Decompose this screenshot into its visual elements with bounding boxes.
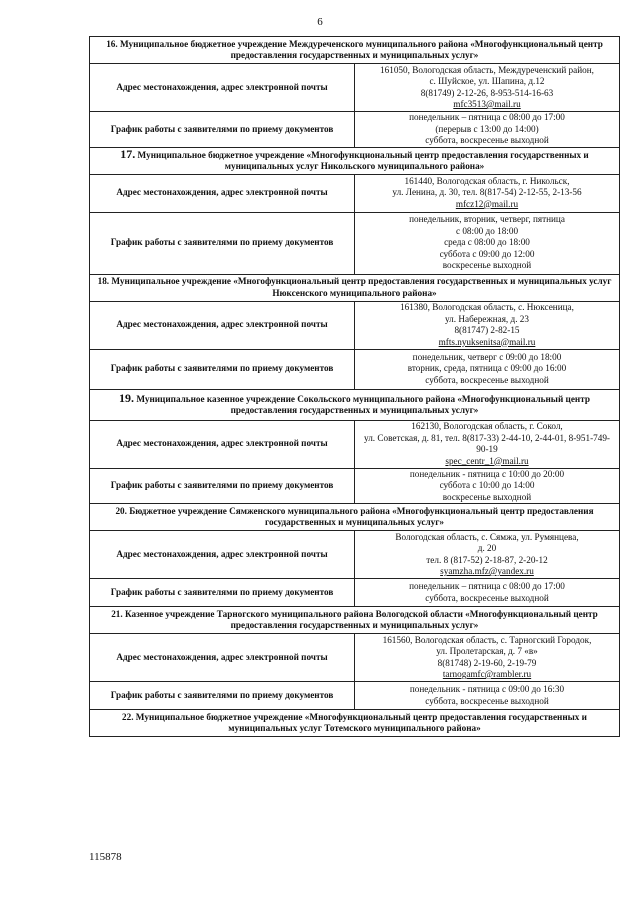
footer-code: 115878 — [89, 851, 122, 863]
email-link[interactable]: mfts.nyuksenitsa@mail.ru — [438, 336, 536, 347]
section-title: Бюджетное учреждение Сямженского муниципального района «Многофункциональный центр предоставления государственных и муниципальных услуг» — [129, 505, 594, 527]
address-line: ул. Набережная, д. 23 — [444, 313, 529, 324]
page-number: 6 — [317, 16, 323, 28]
address-line: ул. Советская, д. 81, тел. 8(817-33) 2-44-10, 2-44-01, 8-951-749-90-19 — [364, 432, 610, 454]
address-label: Адрес местонахождения, адрес электронной почты — [90, 420, 355, 468]
section-title: Муниципальное учреждение «Многофункциональный центр предоставления государственных и муниципальных услуг Нюксенского муниципального района» — [111, 276, 612, 298]
schedule-line: понедельник – пятница с 08:00 до 17:00 — [409, 112, 565, 122]
schedule-value — [355, 112, 620, 148]
schedule-line: понедельник, четверг с 09:00 до 18:00 — [412, 351, 562, 362]
schedule-value — [355, 212, 620, 274]
section-number: 17. — [120, 146, 136, 161]
section-number: 16. — [106, 38, 118, 49]
address-value — [355, 531, 620, 579]
section-header — [90, 274, 620, 301]
schedule-line: (перерыв с 13:00 до 14:00) — [435, 123, 539, 134]
schedule-line: вторник, среда, пятница с 09:00 до 16:00 — [407, 363, 567, 374]
address-label: Адрес местонахождения, адрес электронной почты — [90, 634, 355, 682]
section-number: 19. — [119, 390, 135, 405]
address-line: ул. Ленина, д. 30, тел. 8(817-54) 2-12-55, 2-13-56 — [392, 187, 582, 198]
section-header — [90, 37, 620, 64]
schedule-label: График работы с заявителями по приему документов — [90, 212, 355, 274]
section-number: 21. — [111, 608, 123, 619]
schedule-value — [355, 682, 620, 710]
schedule-line: понедельник, вторник, четверг, пятница — [409, 214, 565, 225]
schedule-label: График работы с заявителями по приему документов — [90, 468, 355, 504]
address-line: 8(81748) 2-19-60, 2-19-79 — [437, 657, 537, 668]
email-link[interactable]: mfcz12@mail.ru — [455, 198, 519, 209]
section-title: Муниципальное бюджетное учреждение «Многофункциональный центр предоставления государственных и муниципальных услуг Никольского муниципального района» — [137, 149, 589, 171]
section-number: 20. — [115, 505, 127, 516]
section-title: Муниципальное казенное учреждение Сокольского муниципального района «Многофункциональный центр предоставления государственных и муниципальных услуг» — [136, 393, 590, 415]
schedule-line: суббота, воскресенье выходной — [425, 135, 549, 145]
address-line: 8(81747) 2-82-15 — [454, 325, 520, 335]
schedule-line: среда с 08:00 до 18:00 — [444, 237, 530, 248]
section-title: Казенное учреждение Тарногского муниципального района Вологодской области «Многофункциональный центр предоставления государственных и муниципальных услуг» — [124, 608, 598, 630]
email-link[interactable]: mfc3513@mail.ru — [453, 99, 521, 109]
schedule-line: суббота, воскресенье выходной — [425, 592, 549, 603]
address-line: 8(81749) 2-12-26, 8-953-514-16-63 — [420, 87, 554, 98]
address-label: Адрес местонахождения, адрес электронной почты — [90, 174, 355, 212]
schedule-line: суббота с 10:00 до 14:00 — [439, 480, 535, 490]
schedule-line: воскресенье выходной — [442, 260, 532, 271]
schedule-label: График работы с заявителями по приему документов — [90, 579, 355, 607]
section-header — [90, 504, 620, 531]
schedule-value — [355, 349, 620, 389]
section-number: 22. — [122, 711, 134, 722]
mfc-table — [89, 36, 620, 737]
address-line: 161440, Вологодская область, г. Никольск, — [404, 175, 570, 186]
schedule-line: понедельник – пятница с 08:00 до 17:00 — [409, 581, 565, 591]
address-line: 161380, Вологодская область, с. Нюксеница, — [400, 302, 574, 312]
address-value — [355, 301, 620, 349]
schedule-line: воскресенье выходной — [442, 491, 532, 502]
schedule-line: понедельник - пятница с 09:00 до 16:30 — [409, 684, 565, 694]
schedule-line: понедельник - пятница с 10:00 до 20:00 — [409, 468, 565, 479]
section-header — [90, 389, 620, 420]
address-line: 161050, Вологодская область, Междуреченский район, — [380, 64, 594, 75]
section-header — [90, 710, 620, 737]
address-label: Адрес местонахождения, адрес электронной почты — [90, 531, 355, 579]
schedule-label: График работы с заявителями по приему документов — [90, 682, 355, 710]
schedule-value — [355, 468, 620, 504]
address-line: тел. 8 (817-52) 2-18-87, 2-20-12 — [426, 554, 548, 565]
email-link[interactable]: tarnogamfc@rambler.ru — [442, 669, 532, 679]
schedule-line: суббота, воскресенье выходной — [425, 695, 549, 706]
address-value — [355, 174, 620, 212]
section-header — [90, 607, 620, 634]
section-title: Муниципальное бюджетное учреждение Междуреченского муниципального района «Многофункциональный центр предоставления государственных и муниципальных услуг» — [119, 38, 603, 60]
address-line: ул. Пролетарская, д. 7 «в» — [436, 646, 538, 656]
address-label: Адрес местонахождения, адрес электронной почты — [90, 64, 355, 112]
address-line: д. 20 — [477, 543, 497, 553]
schedule-line: суббота с 09:00 до 12:00 — [439, 248, 535, 259]
email-link[interactable]: syamzha.mfz@yandex.ru — [440, 566, 534, 576]
section-title: Муниципальное бюджетное учреждение «Многофункциональный центр предоставления государственных и муниципальных услуг Тотемского муниципального района» — [135, 711, 587, 733]
address-line: с. Шуйское, ул. Шапина, д.12 — [429, 76, 545, 86]
address-value — [355, 64, 620, 112]
address-label: Адрес местонахождения, адрес электронной почты — [90, 301, 355, 349]
schedule-label: График работы с заявителями по приему документов — [90, 349, 355, 389]
schedule-line: с 08:00 до 18:00 — [455, 225, 519, 236]
email-link[interactable]: spec_centr_1@mail.ru — [445, 455, 529, 466]
address-line: 162130, Вологодская область, г. Сокол, — [411, 421, 563, 431]
section-header — [90, 147, 620, 174]
section-number: 18. — [97, 276, 110, 286]
address-line: Вологодская область, с. Сямжа, ул. Румянцева, — [395, 531, 579, 542]
address-value — [355, 420, 620, 468]
schedule-label: График работы с заявителями по приему документов — [90, 112, 355, 148]
schedule-line: суббота, воскресенье выходной — [425, 374, 549, 385]
address-line: 161560, Вологодская область, с. Тарногский Городок, — [382, 634, 592, 645]
schedule-value — [355, 579, 620, 607]
address-value — [355, 634, 620, 682]
